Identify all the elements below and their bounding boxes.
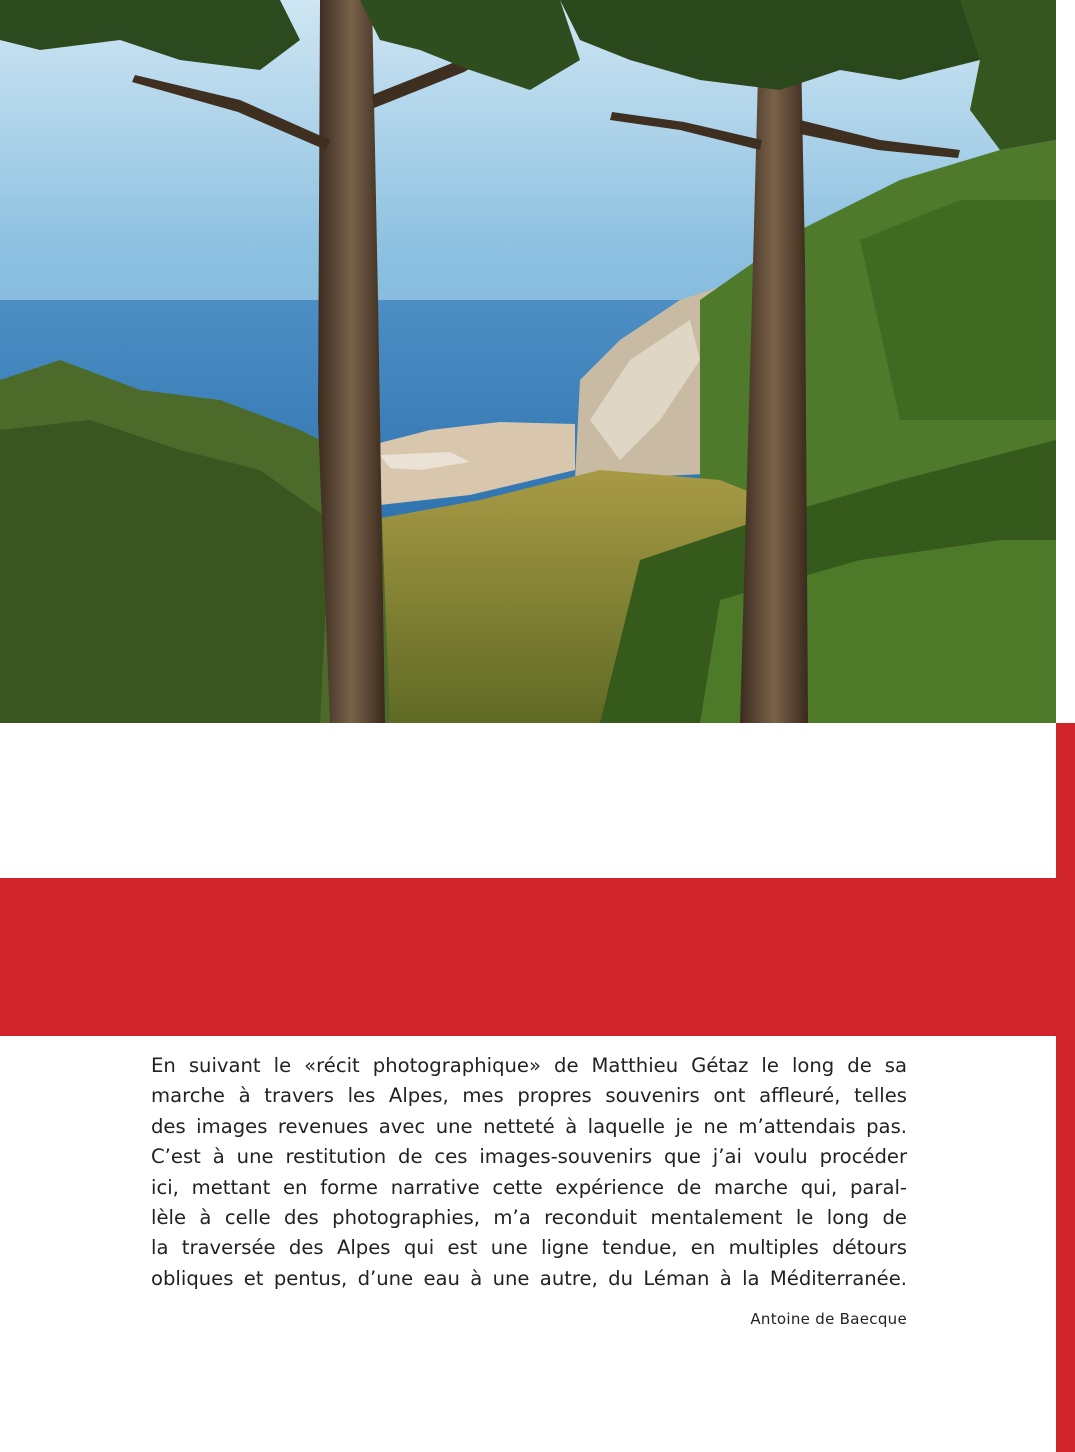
landscape-photo [0,0,1056,723]
paragraph-line: C’est à une restitution de ces images-souvenirs que j’ai voulu procéder [151,1145,907,1169]
author-signature: Antoine de Baecque [750,1310,907,1328]
paragraph-line: marche à travers les Alpes, mes propres souvenirs ont affleuré, telles [151,1084,907,1108]
paragraph-line: ici, mettant en forme narrative cette expérience de marche qui, paral- [151,1175,907,1199]
paragraph-line: obliques et pentus, d’une eau à une autre, du Léman à la Méditerranée. [151,1266,907,1290]
body-paragraph [151,1051,907,1294]
paragraph-line: la traversée des Alpes qui est une ligne tendue, en multiples détours [151,1236,907,1260]
paragraph-line: En suivant le «récit photographique» de Matthieu Gétaz le long de sa [151,1054,907,1077]
paragraph-line: des images revenues avec une netteté à laquelle je ne m’attendais pas. [151,1114,907,1138]
red-side-strip [1056,723,1075,1452]
white-band [0,723,1056,878]
paragraph-line: lèle à celle des photographies, m’a reconduit mentalement le long de [151,1206,907,1230]
red-band [0,878,1075,1036]
